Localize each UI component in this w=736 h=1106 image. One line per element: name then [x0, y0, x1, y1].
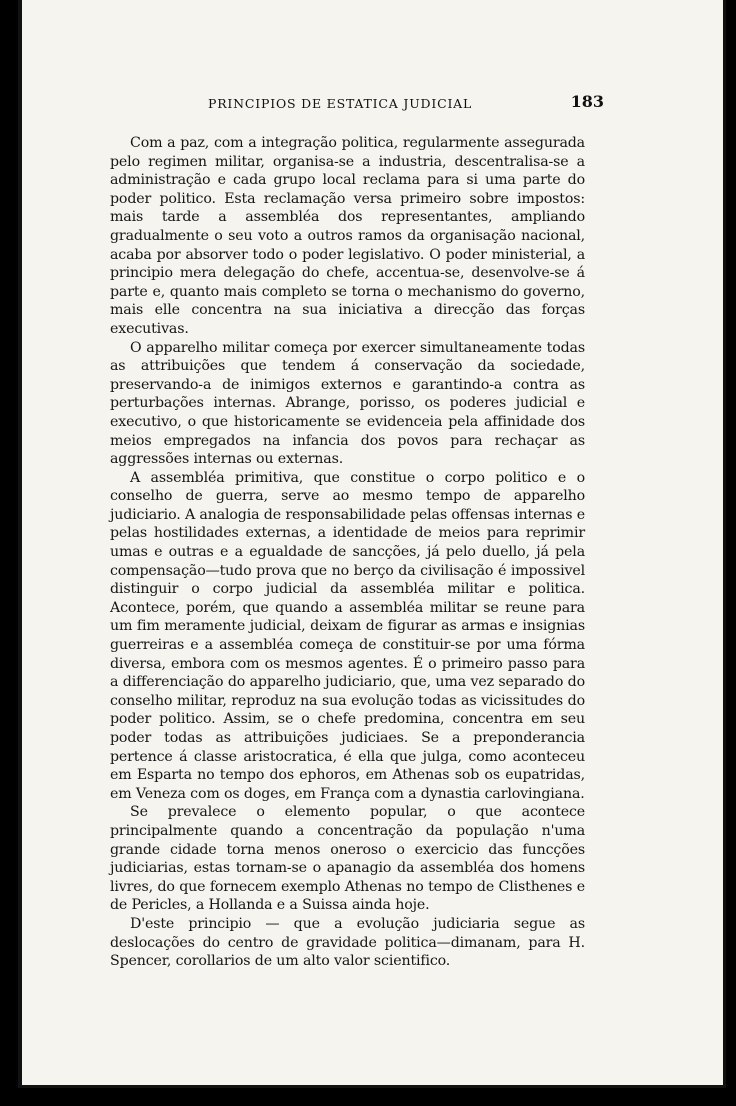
page-header: [108, 92, 604, 114]
paragraph-3: A assembléa primitiva, que constitue o corpo politico e o conselho de guerra, serve ao mesmo tempo de apparelho judiciario. A analogia de responsabilidade pelas offensas internas e pelas hostilidades externas, a identidade de meios para reprimir umas e outras e a egualdade de sancções, já pelo duello, já pela compensação—tudo prova que no berço da civilisação é impossivel distinguir o corpo judicial da assembléa militar e politica. Acontece, porém, que quando a assembléa militar se reune para um fim meramente judicial, deixam de figurar as armas e insignias guerreiras e a assembléa começa de constituir-se por uma fórma diversa, embora com os mesmos agentes. É o primeiro passo para a differenciação do apparelho judiciario, que, uma vez separado do conselho militar, reproduz na sua evolução todas as vicissitudes do poder politico. Assim, se o chefe predomina, concentra em seu poder todas as attribuições judiciaes. Se a preponderancia pertence á classe aristocratica, é ella que julga, como aconteceu em Esparta no tempo dos ephoros, em Athenas sob os eupatridas, em Veneza com os doges, em França com a dynastia carlovingiana.: [110, 469, 585, 802]
paragraph-1: Com a paz, com a integração politica, regularmente assegurada pelo regimen militar, organisa-se a industria, descentralisa-se a administração e cada grupo local reclama para si uma parte do poder politico. Esta reclamação versa primeiro sobre impostos: mais tarde a assembléa dos representantes, ampliando gradualmente o seu voto a outros ramos da organisação nacional, acaba por absorver todo o poder legislativo. O poder ministerial, a principio mera delegação do chefe, accentua-se, desenvolve-se á parte e, quanto mais completo se torna o mechanismo do governo, mais elle concentra na sua iniciativa a direcção das forças executivas.: [110, 135, 585, 337]
paragraph-4: Se prevalece o elemento popular, o que acontece principalmente quando a concentração da população n'uma grande cidade torna menos oneroso o exercicio das funcções judiciarias, estas tornam-se o apanagio da assembléa dos homens livres, do que fornecem exemplo Athenas no tempo de Clisthenes e de Pericles, a Hollanda e a Suissa ainda hoje.: [110, 804, 585, 914]
body-text: [110, 134, 585, 971]
paragraph-5: D'este principio — que a evolução judiciaria segue as deslocações do centro de gravidade politica—dimanam, para H. Spencer, corollarios de um alto valor scientifico.: [110, 915, 585, 970]
running-title: PRINCIPIOS DE ESTATICA JUDICIAL: [208, 96, 473, 111]
paragraph-2: O apparelho militar começa por exercer simultaneamente todas as attribuições que tendem á conservação da sociedade, preservando-a de inimigos externos e garantindo-a contra as perturbações internas. Abrange, porisso, os poderes judicial e executivo, o que historicamente se evidenceia pela affinidade dos meios empregados na infancia dos povos para rechaçar as aggressões internas ou externas.: [110, 339, 585, 468]
book-page: [18, 0, 726, 1088]
page-number: 183: [570, 92, 604, 111]
